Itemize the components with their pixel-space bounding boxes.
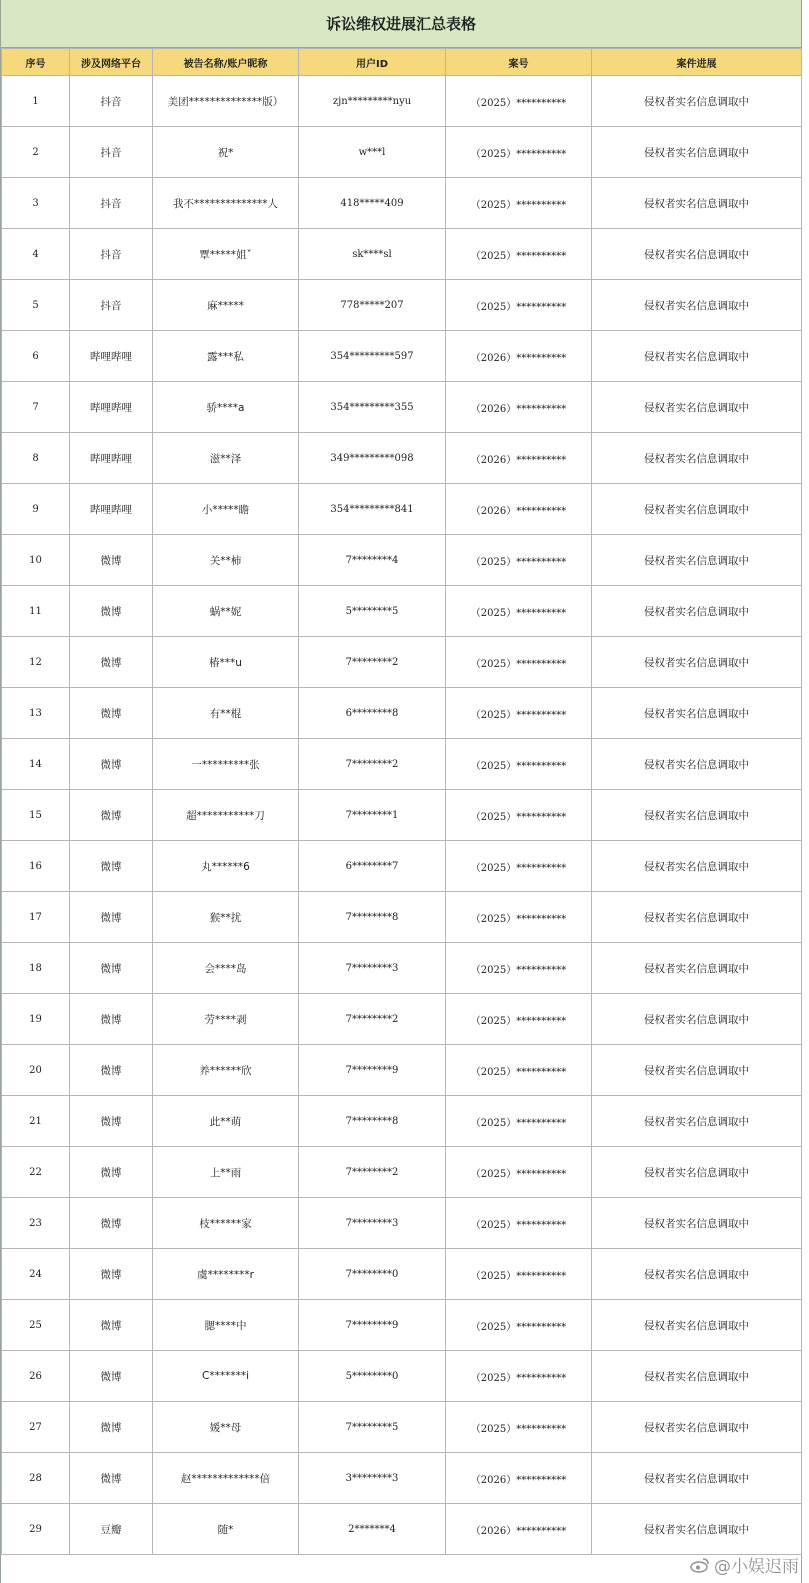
case-no-cell: （2025）********** (446, 790, 592, 841)
user-id-cell: 5********0 (299, 1351, 446, 1402)
col-header-defendant: 被告名称/账户昵称 (153, 49, 299, 76)
platform-cell: 豆瓣 (70, 1504, 153, 1555)
platform-cell: 抖音 (70, 76, 153, 127)
table-row (2, 229, 802, 280)
case-no-cell: （2025）********** (446, 586, 592, 637)
progress-cell: 侵权者实名信息调取中 (592, 535, 802, 586)
table-row (2, 1351, 802, 1402)
defendant-cell: 覃*****姐ˇ (153, 229, 299, 280)
case-no-cell: （2026）********** (446, 331, 592, 382)
index-cell: 26 (2, 1351, 70, 1402)
header-row (2, 49, 802, 76)
progress-cell: 侵权者实名信息调取中 (592, 127, 802, 178)
index-cell: 27 (2, 1402, 70, 1453)
table-row (2, 331, 802, 382)
defendant-cell: 有**棍 (153, 688, 299, 739)
defendant-cell: 滋**泽 (153, 433, 299, 484)
col-header-case-no: 案号 (446, 49, 592, 76)
table-row (2, 1249, 802, 1300)
index-cell: 4 (2, 229, 70, 280)
platform-cell: 微博 (70, 841, 153, 892)
index-cell: 23 (2, 1198, 70, 1249)
user-id-cell: 778*****207 (299, 280, 446, 331)
case-no-cell: （2025）********** (446, 994, 592, 1045)
defendant-cell: 随* (153, 1504, 299, 1555)
progress-cell: 侵权者实名信息调取中 (592, 1198, 802, 1249)
table-row (2, 1096, 802, 1147)
index-cell: 29 (2, 1504, 70, 1555)
progress-cell: 侵权者实名信息调取中 (592, 178, 802, 229)
defendant-cell: 小*****瞻 (153, 484, 299, 535)
platform-cell: 微博 (70, 637, 153, 688)
case-no-cell: （2025）********** (446, 1351, 592, 1402)
user-id-cell: 2*******4 (299, 1504, 446, 1555)
table-row (2, 535, 802, 586)
progress-cell: 侵权者实名信息调取中 (592, 484, 802, 535)
progress-cell: 侵权者实名信息调取中 (592, 382, 802, 433)
user-id-cell: 7********3 (299, 1198, 446, 1249)
weibo-logo-icon (690, 1557, 710, 1573)
platform-cell: 微博 (70, 586, 153, 637)
table-row (2, 382, 802, 433)
defendant-cell: 赵*************倍 (153, 1453, 299, 1504)
defendant-cell: 虞********r (153, 1249, 299, 1300)
case-no-cell: （2025）********** (446, 943, 592, 994)
defendant-cell: 椿***u (153, 637, 299, 688)
table-row (2, 841, 802, 892)
progress-cell: 侵权者实名信息调取中 (592, 229, 802, 280)
defendant-cell: 超***********刀 (153, 790, 299, 841)
defendant-cell: 枝******家 (153, 1198, 299, 1249)
platform-cell: 微博 (70, 1351, 153, 1402)
platform-cell: 微博 (70, 1198, 153, 1249)
index-cell: 28 (2, 1453, 70, 1504)
index-cell: 15 (2, 790, 70, 841)
table-row (2, 484, 802, 535)
table-row (2, 76, 802, 127)
user-id-cell: 3********3 (299, 1453, 446, 1504)
index-cell: 18 (2, 943, 70, 994)
table-title: 诉讼维权进展汇总表格 (1, 0, 801, 48)
case-no-cell: （2025）********** (446, 280, 592, 331)
table-body (2, 76, 802, 1555)
case-no-cell: （2026）********** (446, 484, 592, 535)
defendant-cell: 上**雨 (153, 1147, 299, 1198)
progress-cell: 侵权者实名信息调取中 (592, 586, 802, 637)
case-no-cell: （2026）********** (446, 382, 592, 433)
progress-cell: 侵权者实名信息调取中 (592, 280, 802, 331)
defendant-cell: 麻***** (153, 280, 299, 331)
index-cell: 6 (2, 331, 70, 382)
case-no-cell: （2025）********** (446, 1147, 592, 1198)
case-no-cell: （2025）********** (446, 535, 592, 586)
index-cell: 16 (2, 841, 70, 892)
platform-cell: 微博 (70, 1402, 153, 1453)
case-no-cell: （2025）********** (446, 841, 592, 892)
table-row (2, 586, 802, 637)
index-cell: 25 (2, 1300, 70, 1351)
progress-cell: 侵权者实名信息调取中 (592, 1504, 802, 1555)
defendant-cell: 养******欣 (153, 1045, 299, 1096)
platform-cell: 哔哩哔哩 (70, 331, 153, 382)
platform-cell: 哔哩哔哩 (70, 382, 153, 433)
platform-cell: 哔哩哔哩 (70, 484, 153, 535)
platform-cell: 微博 (70, 1096, 153, 1147)
user-id-cell: sk****sl (299, 229, 446, 280)
progress-cell: 侵权者实名信息调取中 (592, 994, 802, 1045)
user-id-cell: zjn*********nyu (299, 76, 446, 127)
case-no-cell: （2025）********** (446, 1045, 592, 1096)
progress-cell: 侵权者实名信息调取中 (592, 1249, 802, 1300)
case-no-cell: （2025）********** (446, 1198, 592, 1249)
platform-cell: 抖音 (70, 280, 153, 331)
table-row (2, 127, 802, 178)
table-row (2, 1402, 802, 1453)
table-row (2, 1300, 802, 1351)
platform-cell: 微博 (70, 1045, 153, 1096)
progress-cell: 侵权者实名信息调取中 (592, 841, 802, 892)
case-no-cell: （2025）********** (446, 1300, 592, 1351)
table-row (2, 280, 802, 331)
defendant-cell: 祝* (153, 127, 299, 178)
user-id-cell: 7********2 (299, 739, 446, 790)
progress-cell: 侵权者实名信息调取中 (592, 76, 802, 127)
table-row (2, 688, 802, 739)
user-id-cell: 7********4 (299, 535, 446, 586)
table-row (2, 1045, 802, 1096)
progress-cell: 侵权者实名信息调取中 (592, 1453, 802, 1504)
progress-cell: 侵权者实名信息调取中 (592, 892, 802, 943)
platform-cell: 微博 (70, 790, 153, 841)
user-id-cell: 354*********597 (299, 331, 446, 382)
defendant-cell: 露***私 (153, 331, 299, 382)
col-header-platform: 涉及网络平台 (70, 49, 153, 76)
progress-cell: 侵权者实名信息调取中 (592, 1300, 802, 1351)
table-row (2, 637, 802, 688)
case-no-cell: （2026）********** (446, 433, 592, 484)
index-cell: 20 (2, 1045, 70, 1096)
platform-cell: 抖音 (70, 178, 153, 229)
table-row (2, 739, 802, 790)
col-header-index: 序号 (2, 49, 70, 76)
case-no-cell: （2025）********** (446, 229, 592, 280)
table-row (2, 433, 802, 484)
progress-cell: 侵权者实名信息调取中 (592, 739, 802, 790)
defendant-cell: 此**萌 (153, 1096, 299, 1147)
index-cell: 13 (2, 688, 70, 739)
case-no-cell: （2025）********** (446, 1402, 592, 1453)
platform-cell: 微博 (70, 1249, 153, 1300)
defendant-cell: 一*********张 (153, 739, 299, 790)
index-cell: 3 (2, 178, 70, 229)
platform-cell: 哔哩哔哩 (70, 433, 153, 484)
user-id-cell: 354*********841 (299, 484, 446, 535)
user-id-cell: 7********3 (299, 943, 446, 994)
progress-cell: 侵权者实名信息调取中 (592, 1402, 802, 1453)
user-id-cell: 7********2 (299, 637, 446, 688)
table-row (2, 1504, 802, 1555)
index-cell: 12 (2, 637, 70, 688)
platform-cell: 微博 (70, 892, 153, 943)
case-no-cell: （2026）********** (446, 1504, 592, 1555)
progress-cell: 侵权者实名信息调取中 (592, 433, 802, 484)
index-cell: 24 (2, 1249, 70, 1300)
defendant-cell: 劳****剥 (153, 994, 299, 1045)
platform-cell: 微博 (70, 739, 153, 790)
user-id-cell: 7********0 (299, 1249, 446, 1300)
defendant-cell: 美团**************版） (153, 76, 299, 127)
table-row (2, 943, 802, 994)
watermark (690, 1552, 799, 1577)
defendant-cell: 会****岛 (153, 943, 299, 994)
table-row (2, 1453, 802, 1504)
defendant-cell: 丸******6 (153, 841, 299, 892)
index-cell: 9 (2, 484, 70, 535)
defendant-cell: 骄****a (153, 382, 299, 433)
table-row (2, 892, 802, 943)
index-cell: 8 (2, 433, 70, 484)
table-row (2, 178, 802, 229)
user-id-cell: 7********9 (299, 1045, 446, 1096)
progress-cell: 侵权者实名信息调取中 (592, 790, 802, 841)
table-row (2, 994, 802, 1045)
user-id-cell: 7********5 (299, 1402, 446, 1453)
progress-cell: 侵权者实名信息调取中 (592, 1045, 802, 1096)
case-no-cell: （2025）********** (446, 178, 592, 229)
watermark-text: @小娱迟雨 (714, 1557, 799, 1577)
platform-cell: 微博 (70, 535, 153, 586)
user-id-cell: 6********7 (299, 841, 446, 892)
user-id-cell: 5********5 (299, 586, 446, 637)
case-no-cell: （2025）********** (446, 1249, 592, 1300)
platform-cell: 微博 (70, 1300, 153, 1351)
user-id-cell: 349*********098 (299, 433, 446, 484)
progress-cell: 侵权者实名信息调取中 (592, 1096, 802, 1147)
defendant-cell: C*******i (153, 1351, 299, 1402)
defendant-cell: 关**柿 (153, 535, 299, 586)
defendant-cell: 媛**母 (153, 1402, 299, 1453)
col-header-user-id: 用户ID (299, 49, 446, 76)
user-id-cell: 7********8 (299, 1096, 446, 1147)
progress-cell: 侵权者实名信息调取中 (592, 1351, 802, 1402)
platform-cell: 微博 (70, 1453, 153, 1504)
index-cell: 14 (2, 739, 70, 790)
progress-cell: 侵权者实名信息调取中 (592, 688, 802, 739)
user-id-cell: 354*********355 (299, 382, 446, 433)
index-cell: 7 (2, 382, 70, 433)
progress-cell: 侵权者实名信息调取中 (592, 943, 802, 994)
defendant-cell: 猴**扰 (153, 892, 299, 943)
defendant-cell: 我不**************人 (153, 178, 299, 229)
platform-cell: 抖音 (70, 127, 153, 178)
progress-table (1, 48, 802, 1555)
case-no-cell: （2025）********** (446, 127, 592, 178)
case-no-cell: （2025）********** (446, 739, 592, 790)
case-no-cell: （2025）********** (446, 892, 592, 943)
progress-cell: 侵权者实名信息调取中 (592, 1147, 802, 1198)
index-cell: 19 (2, 994, 70, 1045)
user-id-cell: 418*****409 (299, 178, 446, 229)
case-no-cell: （2025）********** (446, 637, 592, 688)
user-id-cell: 7********2 (299, 994, 446, 1045)
progress-cell: 侵权者实名信息调取中 (592, 331, 802, 382)
case-no-cell: （2025）********** (446, 76, 592, 127)
platform-cell: 微博 (70, 688, 153, 739)
index-cell: 5 (2, 280, 70, 331)
defendant-cell: 腮****中 (153, 1300, 299, 1351)
user-id-cell: 7********9 (299, 1300, 446, 1351)
case-no-cell: （2026）********** (446, 1453, 592, 1504)
table-row (2, 1198, 802, 1249)
col-header-progress: 案件进展 (592, 49, 802, 76)
user-id-cell: 6********8 (299, 688, 446, 739)
index-cell: 17 (2, 892, 70, 943)
user-id-cell: 7********2 (299, 1147, 446, 1198)
table-row (2, 790, 802, 841)
platform-cell: 抖音 (70, 229, 153, 280)
progress-cell: 侵权者实名信息调取中 (592, 637, 802, 688)
table-row (2, 1147, 802, 1198)
case-no-cell: （2025）********** (446, 1096, 592, 1147)
index-cell: 21 (2, 1096, 70, 1147)
platform-cell: 微博 (70, 1147, 153, 1198)
index-cell: 11 (2, 586, 70, 637)
case-no-cell: （2025）********** (446, 688, 592, 739)
platform-cell: 微博 (70, 994, 153, 1045)
user-id-cell: 7********8 (299, 892, 446, 943)
index-cell: 10 (2, 535, 70, 586)
user-id-cell: 7********1 (299, 790, 446, 841)
index-cell: 2 (2, 127, 70, 178)
index-cell: 1 (2, 76, 70, 127)
defendant-cell: 蜗**妮 (153, 586, 299, 637)
user-id-cell: w***l (299, 127, 446, 178)
platform-cell: 微博 (70, 943, 153, 994)
index-cell: 22 (2, 1147, 70, 1198)
